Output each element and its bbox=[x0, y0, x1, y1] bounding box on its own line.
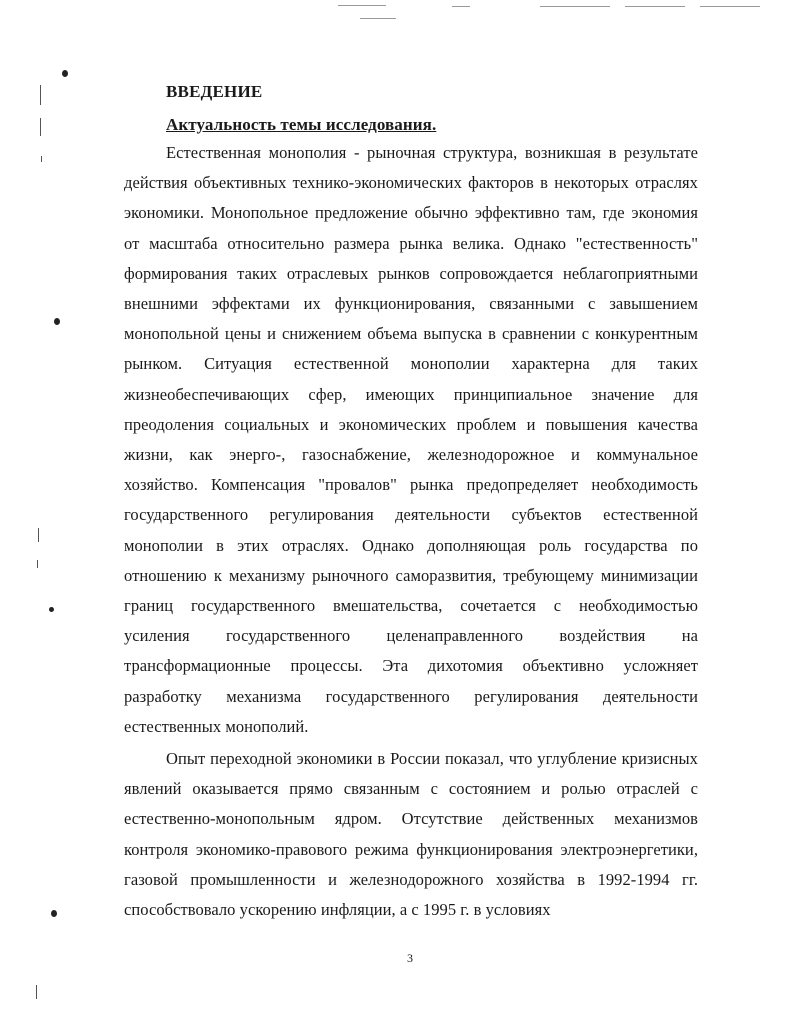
section-heading: ВВЕДЕНИЕ bbox=[166, 82, 263, 101]
subsection-heading: Актуальность темы исследования. bbox=[166, 115, 437, 134]
scan-artifact-line bbox=[625, 6, 685, 7]
scan-artifact-line bbox=[540, 6, 610, 7]
margin-scan-tick bbox=[40, 85, 41, 105]
page-number: 3 bbox=[407, 951, 413, 965]
scan-artifact-line bbox=[338, 5, 386, 6]
margin-scan-tick bbox=[38, 528, 39, 542]
margin-scan-tick bbox=[36, 985, 37, 999]
margin-scan-tick bbox=[40, 118, 41, 136]
margin-scan-tick bbox=[41, 156, 42, 162]
body-paragraph: Опыт переходной экономики в России показал, что углубление кризисных явлений оказывается прямо связанным с состоянием и ролью отраслей с естественно-монопольным ядром. Отсутствие действенных механизмов контроля экономико-правового режима функционирования электроэнергетики, газовой промышленности и железнодорожного хозяйства в 1992-1994 гг. способствовало ускорению инфляции, а с 1995 г. в условиях bbox=[124, 749, 698, 920]
body-paragraph: Естественная монополия - рыночная структура, возникшая в результате действия объективных технико-экономических факторов в некоторых отраслях экономики. Монопольное предложение обычно эффективно там, где экономия от масштаба относительно размера рынка велика. Однако "естественность" формирования таких отраслевых рынков сопровождается неблагоприятными внешними эффектами их функционирования, связанными с завышением монопольной цены и снижением объема выпуска в сравнении с конкурентным рынком. Ситуация естественной монополии характерна для таких жизнеобеспечивающих сфер, имеющих принципиальное значение для преодоления социальных и экономических проблем и повышения качества жизни, как энерго-, газоснабжение, железнодорожное и коммунальное хозяйство. Компенсация "провалов" рынка предопределяет необходимость государственного регулирования деятельности субъектов естественной монополии в этих отраслях. Однако дополняющая роль государства по отношению к механизму рыночного саморазвития, требующему минимизации границ государственного вмешательства, сочетается с необходимостью усиления государственного целенаправленного воздействия на трансформационные процессы. Эта дихотомия объективно усложняет разработку механизма государственного регулирования деятельности естественных монополий. bbox=[124, 143, 698, 736]
margin-scan-tick bbox=[37, 560, 38, 568]
scan-artifact-line bbox=[452, 6, 470, 7]
binder-hole-mark bbox=[51, 910, 57, 917]
binder-hole-mark bbox=[62, 70, 68, 77]
binder-hole-mark bbox=[49, 607, 54, 612]
binder-hole-mark bbox=[54, 318, 60, 325]
scan-artifact-line bbox=[360, 18, 396, 19]
scan-artifact-line bbox=[700, 6, 760, 7]
